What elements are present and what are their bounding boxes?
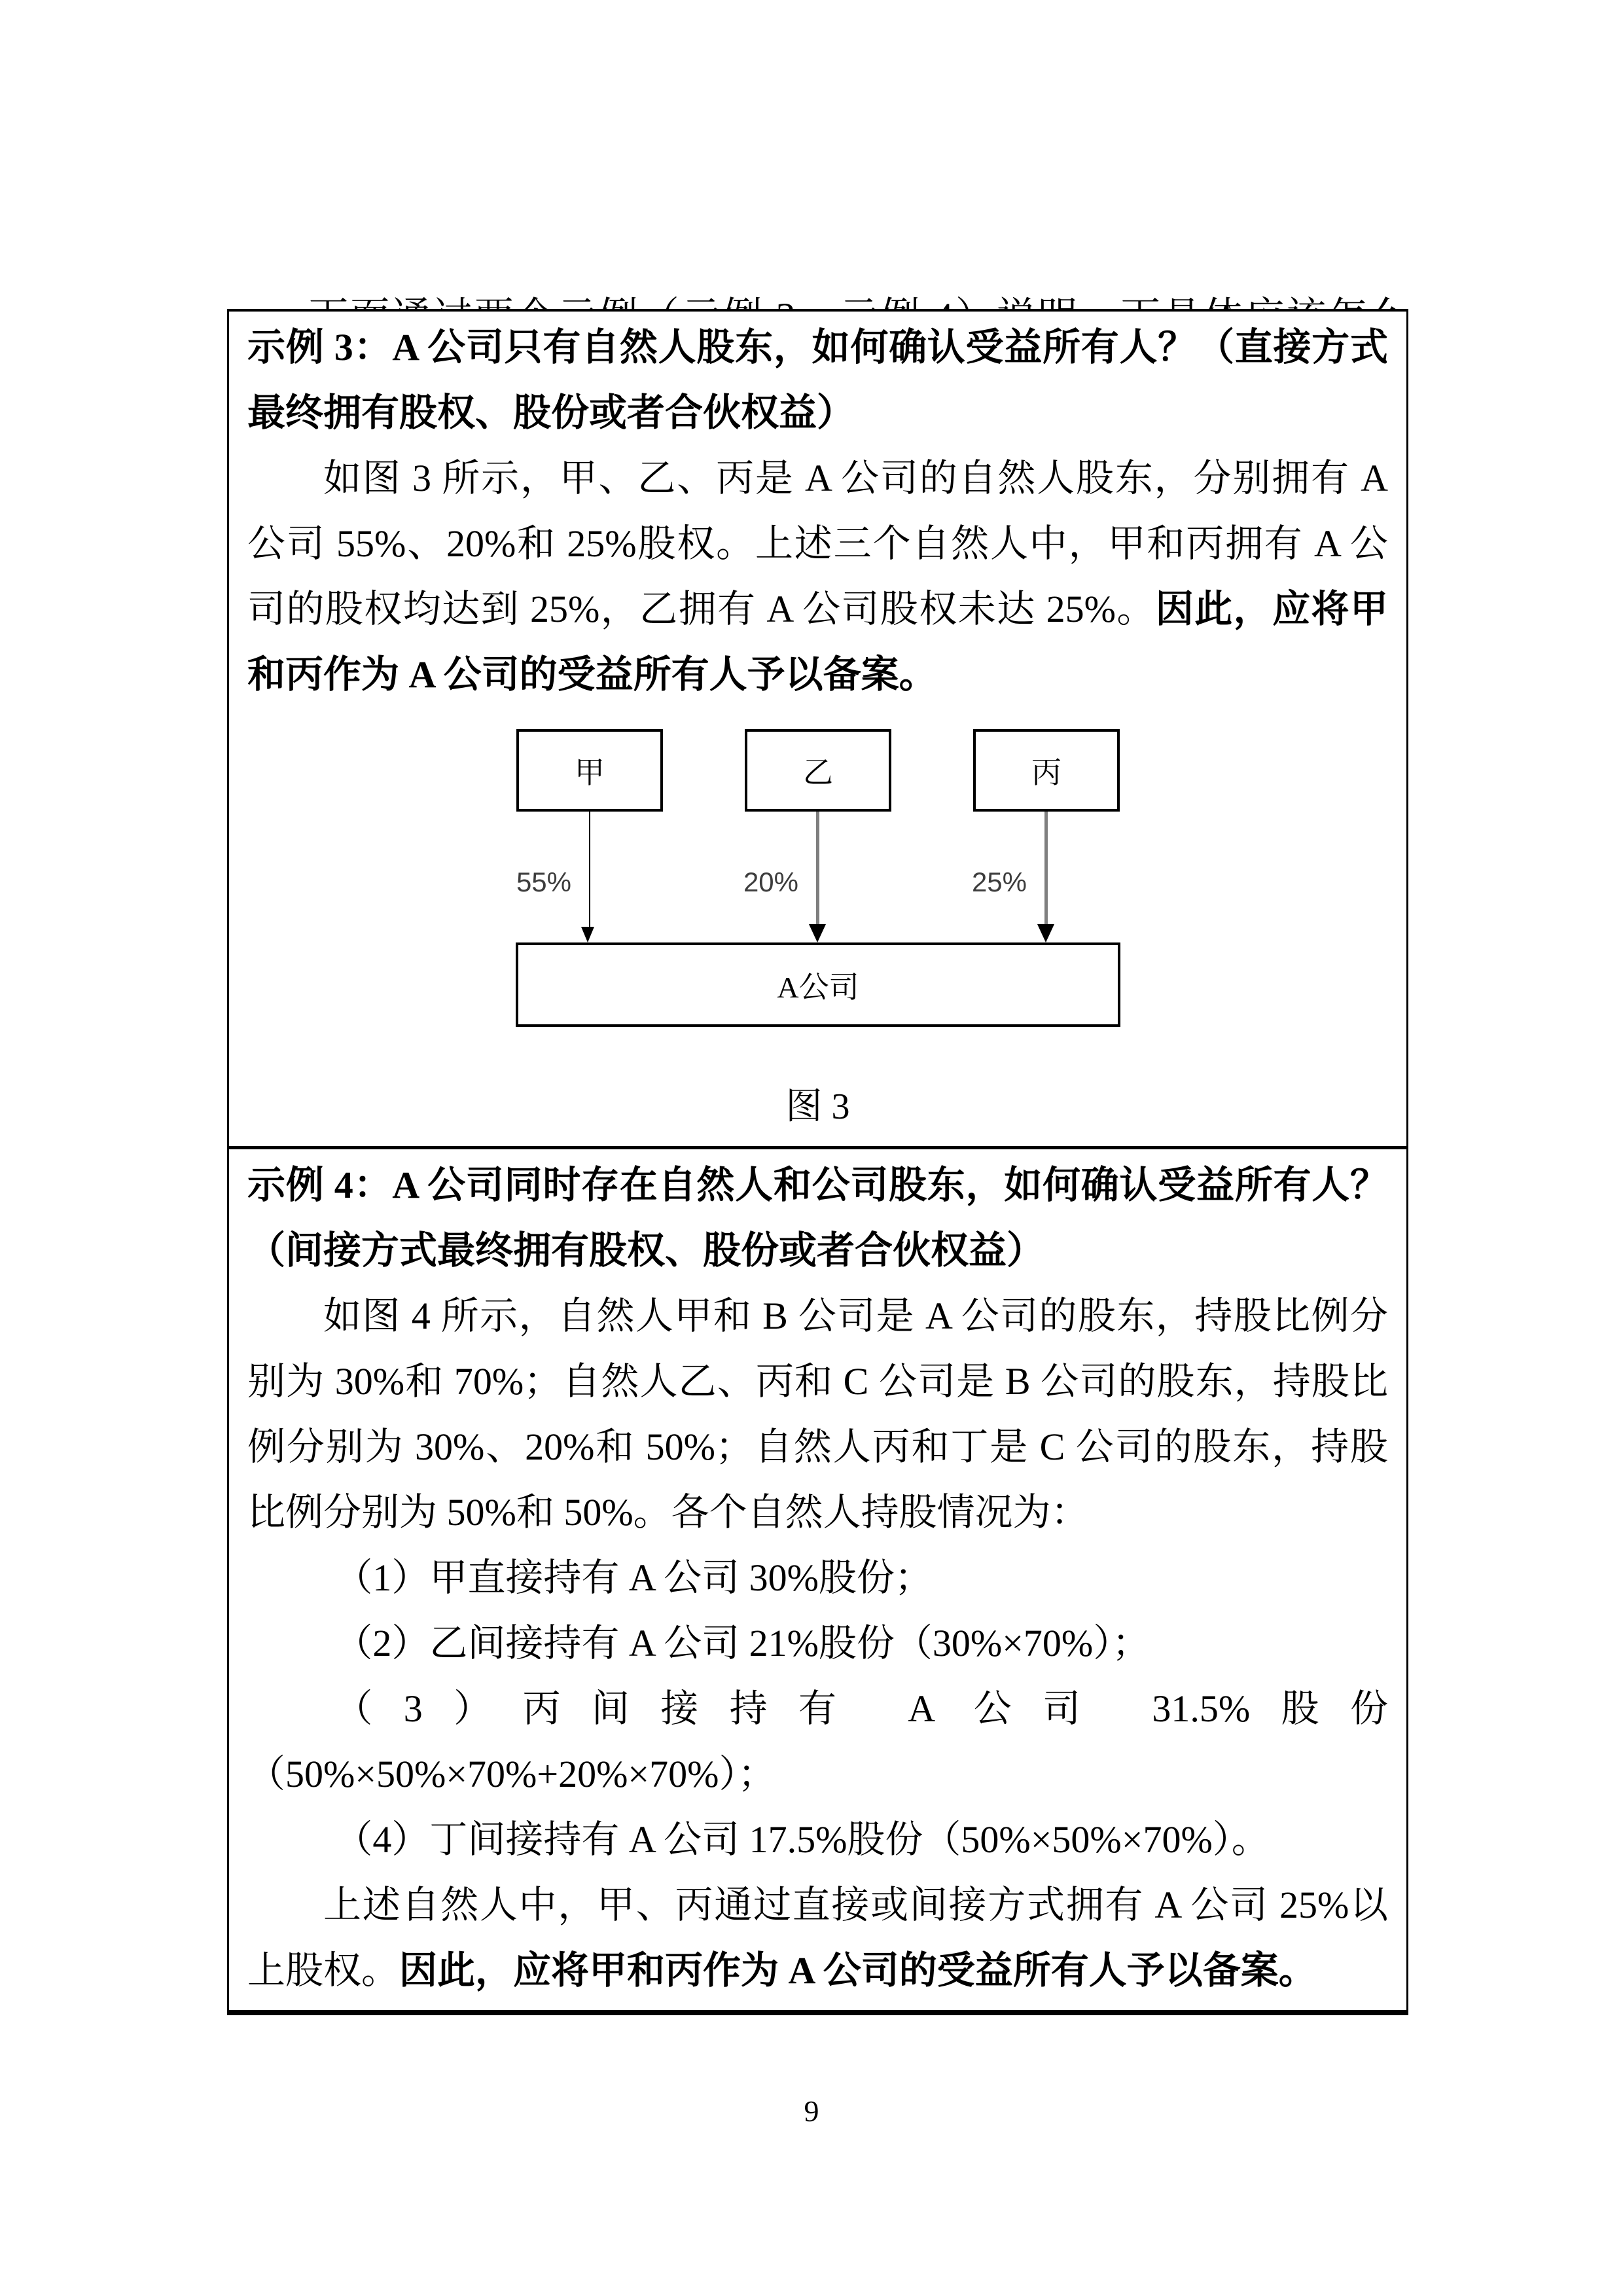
example4-closing-normal: 上述自然人中，甲、丙通过直接或间接方式拥有 A 公司 25%以上股权。 [247,1884,1388,1992]
holding-item: （3）丙间接持有 A 公司 31.5%股份（50%×50%×70%+20%×70%）； [247,1687,1388,1795]
arrow-down-icon [581,927,594,942]
holding-item: （2）乙间接持有 A 公司 21%股份（30%×70%）； [334,1622,1150,1664]
shareholder-box [516,729,663,812]
example4-title: 示例 4：A 公司同时存在自然人和公司股东，如何确认受益所有人？（间接方式最终拥有股权、股份或者合伙权益） [247,1164,1388,1272]
example4-body: 如图 4 所示，自然人甲和 B 公司是 A 公司的股东，持股比例分别为 30%和 70%；自然人乙、丙和 C 公司是 B 公司的股东，持股比例分别为 30%、20%和 50%；自然人丙和丁是 C 公司的股东，持股比例分别为 50%和 50%。各个自然人持股情况为： [247,1295,1388,1534]
shareholder-label: 甲 [575,756,605,789]
example3-row [229,312,1406,1146]
shareholder-box [973,729,1120,812]
shareholder-label: 丙 [1031,756,1061,789]
arrow-down-icon [1037,924,1054,942]
examples-table [227,309,1408,2015]
company-box [516,942,1120,1027]
example3-title: 示例 3：A 公司只有自然人股东，如何确认受益所有人？（直接方式最终拥有股权、股份或者合伙权益） [247,326,1388,434]
example4-row [229,1146,1406,2010]
example4-closing-bold: 因此，应将甲和丙作为 A 公司的受益所有人予以备案。 [399,1949,1317,1992]
ownership-arrow-line [589,812,590,927]
ownership-percent-label: 25% [971,867,1027,897]
example3-body-bold: 因此，应将甲和丙作为 A 公司的受益所有人予以备案。 [247,588,1388,696]
ownership-arrow-line [816,812,819,927]
company-label: A公司 [777,970,859,1004]
example3-body [247,446,1388,708]
shareholder-box [745,729,891,812]
ownership-percent-label: 20% [743,867,798,897]
figure3-caption: 图 3 [785,1086,850,1127]
example4-closing [247,1873,1388,2003]
ownership-arrow-line [1044,812,1048,927]
arrow-down-icon [809,924,826,942]
ownership-percent-label: 55% [516,867,571,897]
page-number: 9 [804,2094,819,2128]
example3-body-normal: 如图 3 所示，甲、乙、丙是 A 公司的自然人股东，分别拥有 A 公司 55%、20%和 25%股权。上述三个自然人中，甲和丙拥有 A 公司的股权均达到 25%，乙拥有 A 公司股权未达 25%。 [247,457,1388,630]
holding-item: （1）甲直接持有 A 公司 30%股份； [334,1556,933,1599]
shareholder-label: 乙 [803,756,833,789]
holding-item: （4）丁间接持有 A 公司 17.5%股份（50%×50%×70%）。 [334,1818,1270,1861]
figure3-diagram [247,708,1388,1074]
